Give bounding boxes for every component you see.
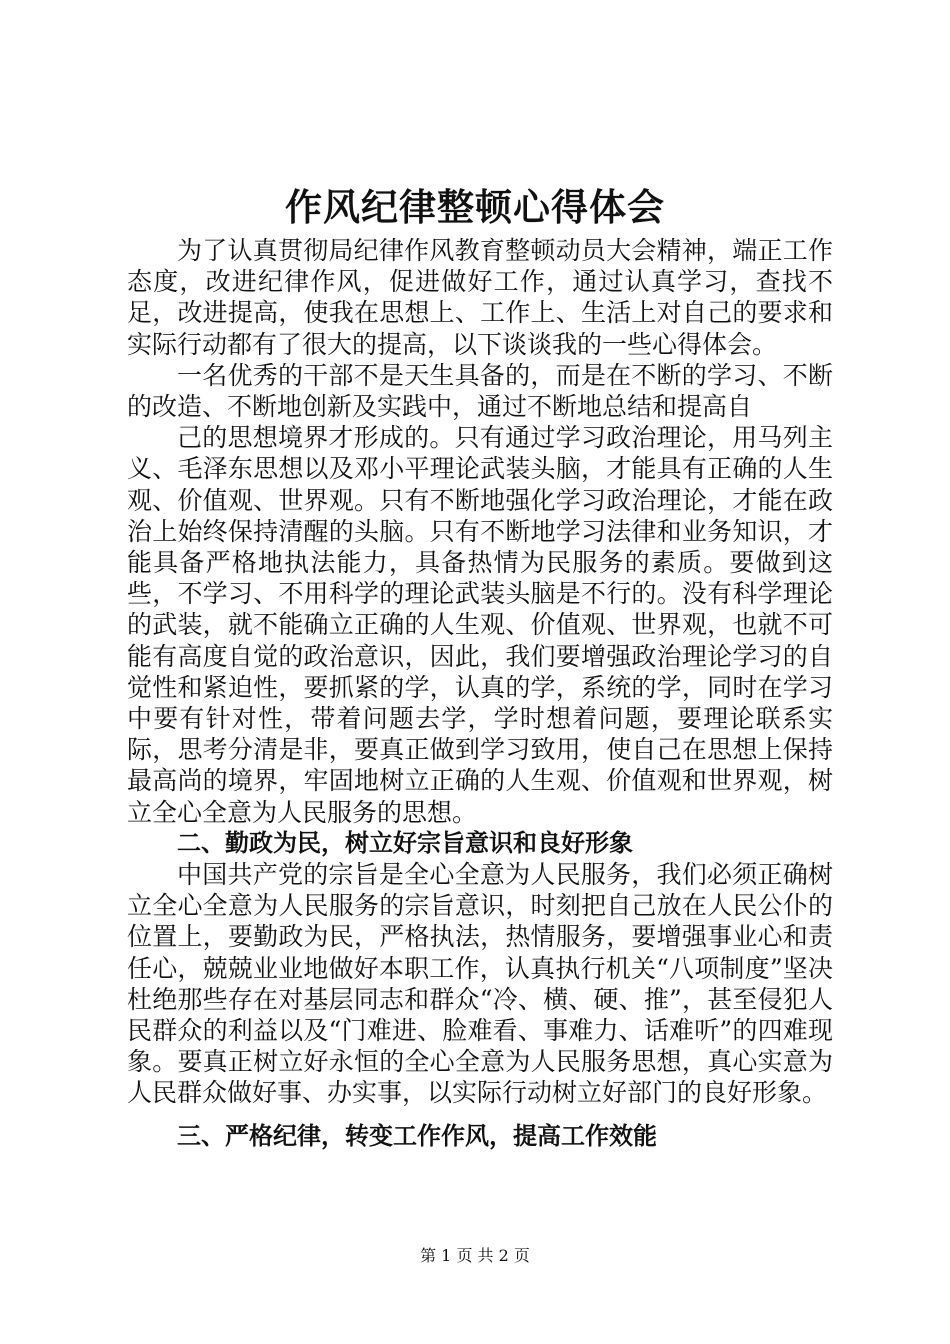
document-title: 作风纪律整顿心得体会	[285, 186, 665, 229]
paragraph-cadre-first-part: 一名优秀的干部不是天生具备的，而是在不断的学习、不断的改造、不断地创新及实践中，通过不断地总结和提高自	[127, 360, 833, 422]
document-body	[127, 235, 833, 1152]
intro-paragraph: 为了认真贯彻局纪律作风教育整顿动员大会精神，端正工作态度，改进纪律作风，促进做好工作，通过认真学习，查找不足，改进提高，使我在思想上、工作上、生活上对自己的要求和实际行动都有了很大的提高，以下谈谈我的一些心得体会。	[127, 236, 833, 359]
paragraph-cadre-continued: 己的思想境界才形成的。只有通过学习政治理论，用马列主义、毛泽东思想以及邓小平理论武装头脑，才能具有正确的人生观、价值观、世界观。只有不断地强化学习政治理论，才能在政治上始终保持清醒的头脑。只有不断地学习法律和业务知识，才能具备严格地执法能力，具备热情为民服务的素质。要做到这些，不学习、不用科学的理论武装头脑是不行的。没有科学理论的武装，就不能确立正确的人生观、价值观、世界观，也就不可能有高度自觉的政治意识，因此，我们要增强政治理论学习的自觉性和紧迫性，要抓紧的学，认真的学，系统的学，同时在学习中要有针对性，带着问题去学，学时想着问题，要理论联系实际，思考分清是非，要真正做到学习致用，使自己在思想上保持最高尚的境界，牢固地树立正确的人生观、价值观和世界观，树立全心全意为人民服务的思想。	[127, 423, 833, 827]
section-2-paragraph: 中国共产党的宗旨是全心全意为人民服务，我们必须正确树立全心全意为人民服务的宗旨意识，时刻把自己放在人民公仆的位置上，要勤政为民，严格执法，热情服务，要增强事业心和责任心，兢兢业业地做好本职工作，认真执行机关“八项制度”坚决杜绝那些存在对基层同志和群众“冷、横、硬、推”，甚至侵犯人民群众的利益以及“门难进、脸难看、事难力、话难听”的四难现象。要真正树立好永恒的全心全意为人民服务思想，真心实意为人民群众做好事、办实事，以实际行动树立好部门的良好形象。	[127, 860, 833, 1108]
section-heading-3: 三、严格纪律，转变工作作风，提高工作效能	[177, 1121, 657, 1150]
section-heading-2: 二、勤政为民，树立好宗旨意识和良好形象	[177, 828, 633, 857]
page-number-footer: 第 1 页 共 2 页	[420, 1246, 530, 1265]
